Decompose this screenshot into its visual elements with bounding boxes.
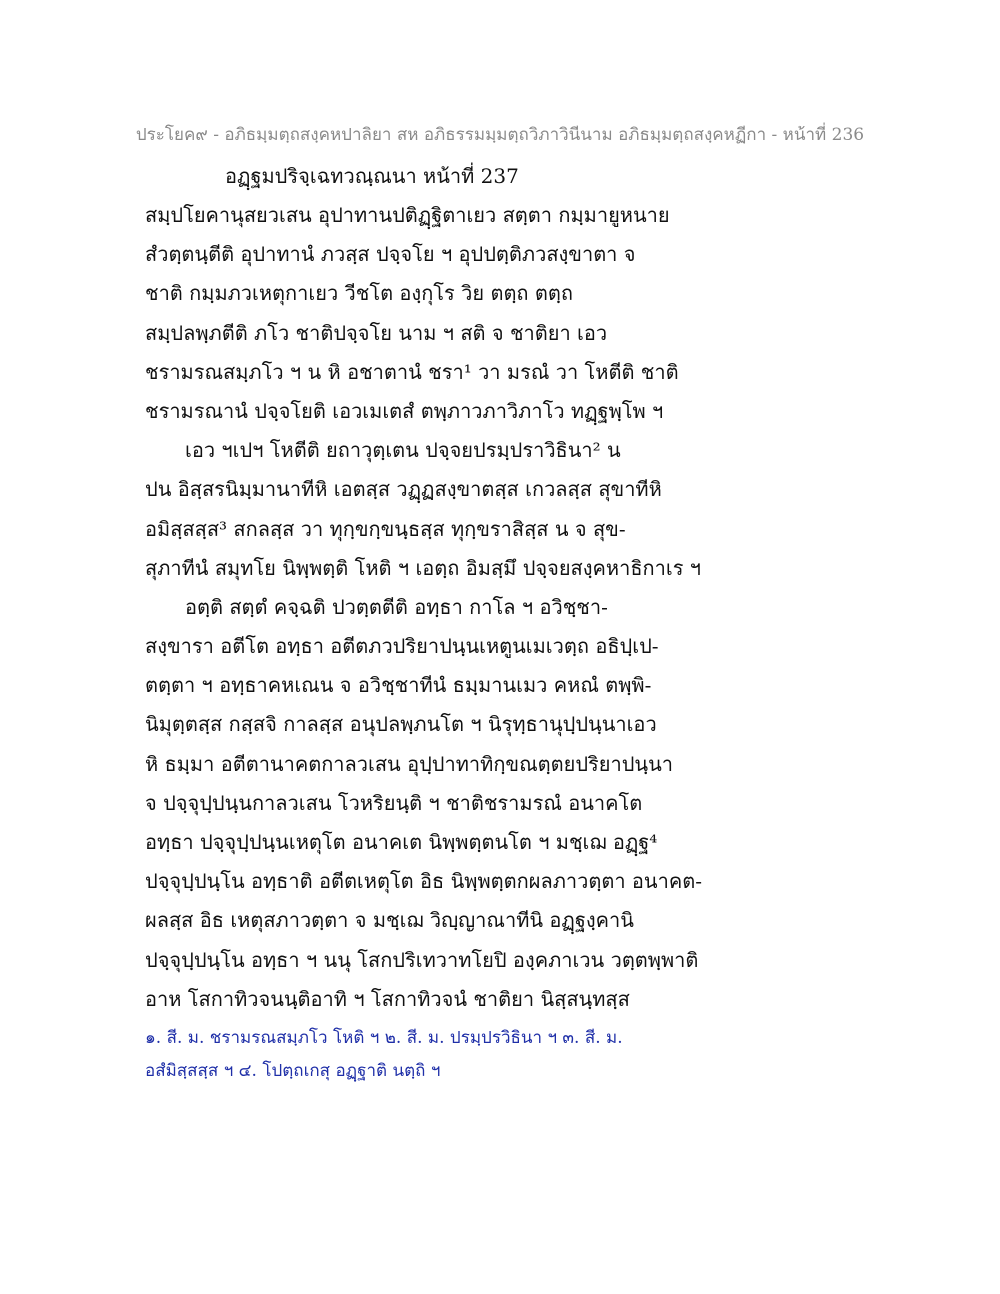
body-line: สงฺขารา อตีโต อทฺธา อตีตภวปริยาปนฺนเหตูนเมเวตฺถ อธิปฺเป- — [145, 634, 659, 659]
body-line: ชาติ กมฺมภวเหตุกาเยว วีชโต องฺกุโร วิย ตตฺถ ตตฺถ — [145, 281, 573, 306]
body-text — [145, 196, 865, 1019]
footnotes — [145, 1022, 623, 1088]
body-line: อมิสฺสสฺส³ สกลสฺส วา ทุกฺขกฺขนฺธสฺส ทุกฺขราสิสฺส น จ สุข- — [145, 516, 626, 541]
body-line: สุภาทีนํ สมุทโย นิพฺพตฺติ โหติ ฯ เอตฺถ อิมสฺมึ ปจฺจยสงฺคหาธิกาเร ฯ — [145, 555, 702, 580]
body-line: ปจฺจุปฺปนฺโน อทฺธา ฯ นนุ โสกปริเทวาทโยปิ องฺคภาเวน วตฺตพฺพาติ — [145, 947, 699, 972]
body-line: ปจฺจุปฺปนฺโน อทฺธาติ อตีตเหตุโต อิธ นิพฺพตฺตกผลภาวตฺตา อนาคต- — [145, 869, 702, 894]
body-line: ชรามรณสมฺภโว ฯ น หิ อชาตานํ ชรา¹ วา มรณํ วา โหตีติ ชาติ — [145, 359, 679, 384]
body-line: อตฺติ สตฺตํ คจฺฉติ ปวตฺตตีติ อทฺธา กาโล ฯ อวิชฺชา- — [185, 594, 608, 619]
body-line: ตตฺตา ฯ อทฺธาคหเณน จ อวิชฺชาทีนํ ธมฺมานเมว คหณํ ตพฺพิ- — [145, 673, 652, 698]
running-header: ประโยค๙ - อภิธมฺมตฺถสงฺคหปาลิยา สห อภิธรรมมฺมตฺถวิภาวินีนาม อภิธมฺมตฺถสงฺคหฏีกา - หน้าที่ 236 — [135, 125, 865, 145]
body-line: เอว ฯเปฯ โหตีติ ยถาวุตฺเตน ปจฺจยปรมฺปราวิธินา² น — [185, 438, 621, 463]
body-line: ปน อิสฺสรนิมฺมานาทีหิ เอตสฺส วฏฺฏสงฺขาตสฺส เกวลสฺส สุขาทีหิ — [145, 477, 662, 502]
body-line: ชรามรณานํ ปจฺจโยติ เอวเมเตสํ ตพฺภาวภาวิภาโว ทฏฺฐพฺโพ ฯ — [145, 398, 664, 423]
body-line: สมฺปลพฺภตีติ ภโว ชาติปจฺจโย นาม ฯ สติ จ ชาติยา เอว — [145, 320, 608, 345]
body-line: หิ ธมฺมา อตีตานาคตกาลวเสน อุปฺปาทาทิกฺขณตฺตยปริยาปนฺนา — [145, 751, 674, 776]
body-line: สํวตฺตนฺตีติ อุปาทานํ ภวสฺส ปจฺจโย ฯ อุปปตฺติภวสงฺขาตา จ — [145, 242, 636, 267]
body-line: จ ปจฺจุปฺปนฺนกาลวเสน โวหริยนฺติ ฯ ชาติชรามรณํ อนาคโต — [145, 790, 643, 815]
body-line: นิมุตฺตสฺส กสฺสจิ กาลสฺส อนุปลพฺภนโต ฯ นิรุทฺธานุปฺปนฺนาเอว — [145, 712, 657, 737]
footnote-line: ๑. สี. ม. ชรามรณสมฺภโว โหติ ฯ ๒. สี. ม. ปรมฺปรวิธินา ฯ ๓. สี. ม. — [145, 1028, 623, 1048]
body-line: ผลสฺส อิธ เหตุสภาวตฺตา จ มชฺเฌ วิญฺญาณาทีนิ อฏฺฐงฺคานิ — [145, 908, 634, 933]
section-heading: อฏฺฐมปริจฺเฉทวณฺณนา หน้าที่ 237 — [225, 164, 519, 188]
body-line: อาห โสกาทิวจนนฺติอาทิ ฯ โสกาทิวจนํ ชาติยา นิสฺสนฺทสฺส — [145, 986, 630, 1011]
body-line: อทฺธา ปจฺจุปฺปนฺนเหตุโต อนาคเต นิพฺพตฺตนโต ฯ มชฺเฌ อฏฺฐ⁴ — [145, 830, 658, 854]
body-line: สมฺปโยคานุสยวเสน อุปาทานปติฏฺฐิตาเยว สตฺตา กมฺมายูหนาย — [145, 203, 670, 227]
footnote-line: อสํมิสฺสสฺส ฯ ๔. โปตฺถเกสุ อฏฺฐาติ นตฺถิ ฯ — [145, 1061, 441, 1081]
